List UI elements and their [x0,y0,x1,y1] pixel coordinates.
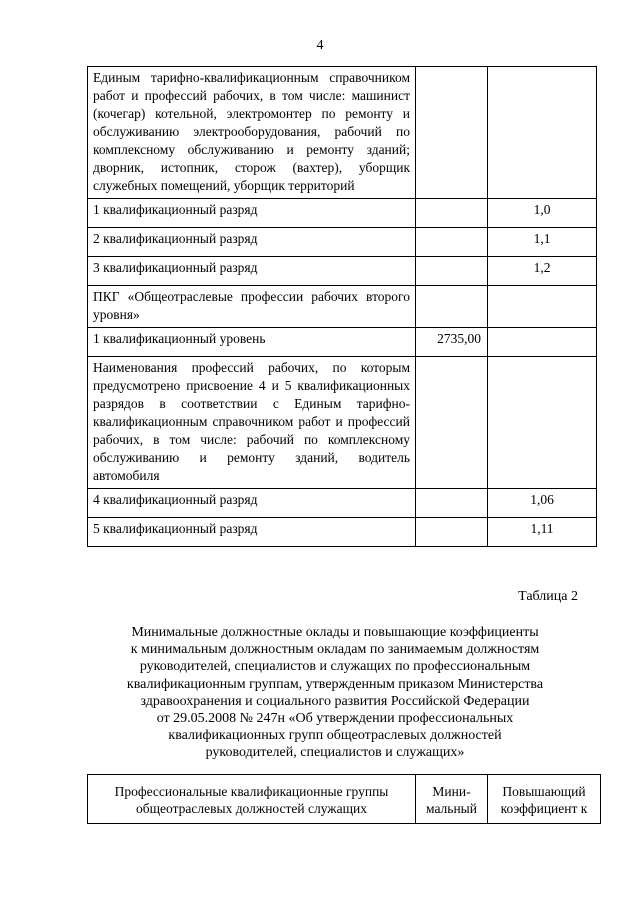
table-2-title [100,624,570,762]
header-row [88,775,601,824]
coefficient-cell: 1,0 [488,199,597,228]
profession-cell: 1 квалификационный разряд [88,199,416,228]
table-row [88,286,597,328]
title-line: Минимальные должностные оклады и повышающие коэффициенты [131,625,539,640]
table-2-label: Таблица 2 [518,589,578,604]
table-row [88,257,597,286]
coefficient-cell [488,67,597,199]
profession-group-cell: ПКГ «Общеотраслевые профессии рабочих второго уровня» [88,286,416,328]
salary-cell [416,67,488,199]
table-2-header [87,774,601,824]
table-row [88,328,597,357]
salary-cell [416,357,488,489]
coefficient-cell: 1,2 [488,257,597,286]
title-line: квалификационных групп общеотраслевых должностей [168,728,502,744]
salary-cell [416,286,488,328]
salary-cell [416,228,488,257]
salary-cell [416,257,488,286]
coefficient-cell: 1,11 [488,518,597,547]
coefficient-cell: 1,06 [488,489,597,518]
salary-cell [416,199,488,228]
title-line: здравоохранения и социального развития Российской Федерации [140,693,530,709]
profession-cell: Наименования профессий рабочих, по которым предусмотрено присвоение 4 и 5 квалификационных разрядов в соответствии с Единым тарифно-квалификационным справочником работ и профессий рабочих, в том числе: рабочий по комплексному обслуживанию и ремонту зданий, водитель автомобиля [88,357,416,489]
coefficient-cell [488,328,597,357]
title-line: квалификационным группам, утвержденным приказом Министерства [126,676,544,692]
header-qualification-groups: Профессиональные квалификационные группы общеотраслевых должностей служащих [88,775,416,824]
table-row [88,228,597,257]
salary-cell [416,489,488,518]
profession-cell: 2 квалификационный разряд [88,228,416,257]
title-line: руководителей, специалистов и служащих» [205,745,465,761]
table-row [88,199,597,228]
header-minimal-salary: Мини-мальный [416,775,488,824]
profession-cell: 1 квалификационный уровень [88,328,416,357]
title-line: от 29.05.2008 № 247н «Об утверждении профессиональных [156,711,514,727]
table-row [88,67,597,199]
header-coefficient: Повышающий коэффициент к [488,775,601,824]
coefficient-cell [488,357,597,489]
table-row [88,357,597,489]
profession-cell: 4 квалификационный разряд [88,489,416,518]
coefficient-cell: 1,1 [488,228,597,257]
coefficient-cell [488,286,597,328]
salary-cell: 2735,00 [416,328,488,357]
page-number: 4 [316,38,324,53]
profession-cell: 3 квалификационный разряд [88,257,416,286]
table-row [88,518,597,547]
title-line: к минимальным должностным окладам по занимаемым должностям [130,642,540,658]
table-row [88,489,597,518]
profession-cell: Единым тарифно-квалификационным справочником работ и профессий рабочих, в том числе: машинист (кочегар) котельной, электромонтер по ремонту и обслуживанию электрооборудования, рабочий по комплексному обслуживанию и ремонту зданий; дворник, истопник, сторож (вахтер), уборщик служебных помещений, уборщик территорий [88,67,416,199]
staff-coefficient-table [87,66,597,547]
salary-cell [416,518,488,547]
title-line: руководителей, специалистов и служащих по профессиональным [139,659,531,675]
profession-cell: 5 квалификационный разряд [88,518,416,547]
